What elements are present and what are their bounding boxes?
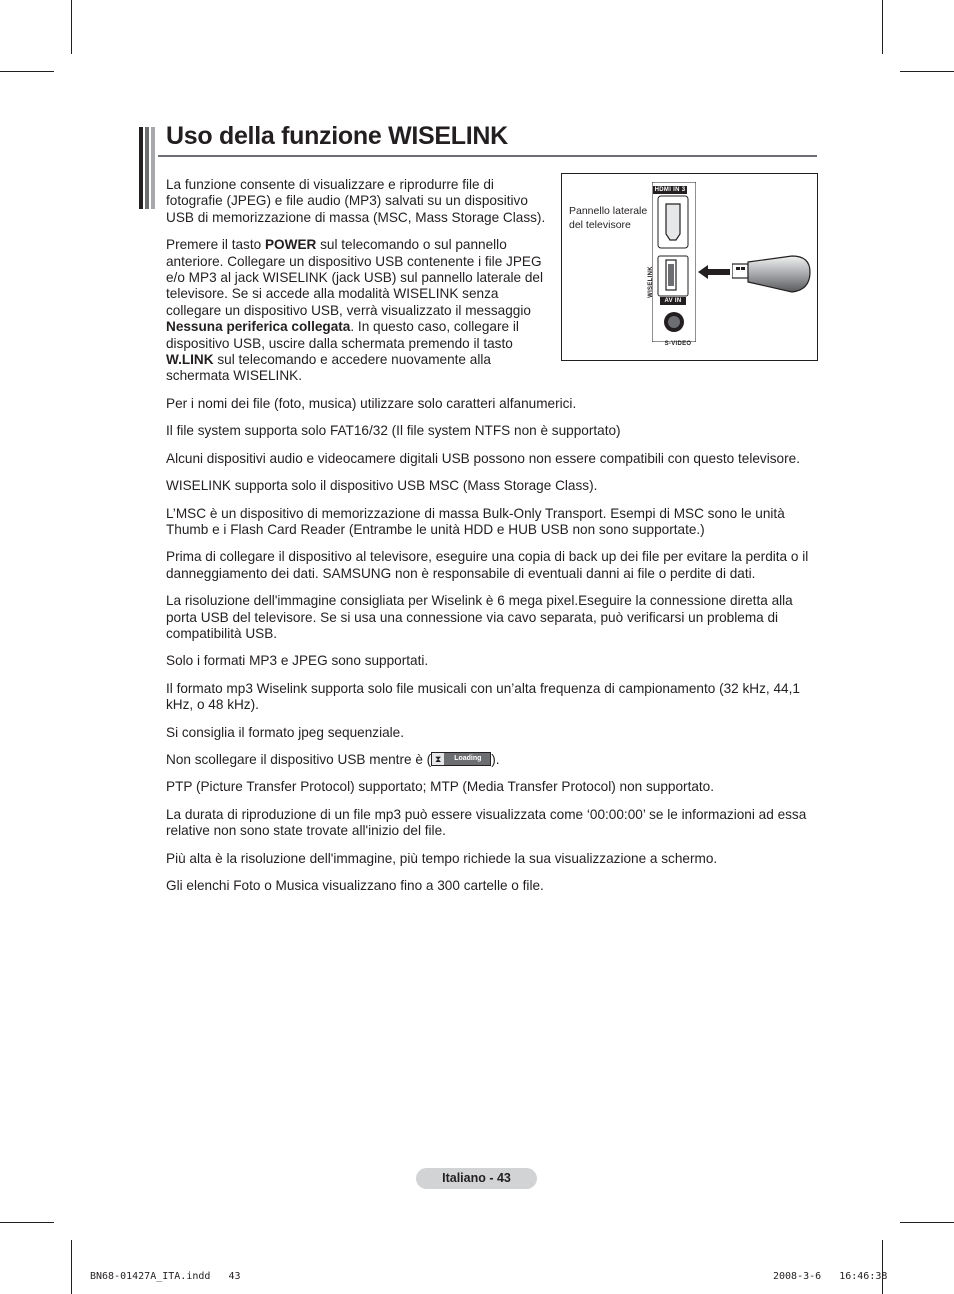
power-key-label: POWER — [264, 237, 317, 253]
wiselink-label: WISELINK — [648, 266, 654, 298]
av-in-label: AV IN — [660, 297, 686, 305]
paragraph: Per i nomi dei file (foto, musica) utilizzare solo caratteri alfanumerici. — [166, 395, 577, 411]
title-accent-bar — [139, 127, 143, 209]
crop-mark — [900, 71, 954, 72]
tv-side-panel-illustration — [652, 182, 696, 342]
paragraph: WISELINK supporta solo il dispositivo USB MSC (Mass Storage Class). — [166, 478, 598, 494]
text-run: sul telecomando o sul pannello anteriore. Collegare un dispositivo USB contenente i file JPEG e/o MP3 al jack WISELINK (jack USB) sul pannello laterale del televisore. Se si accede alla modalità WISELINK senza collegare un dispositivo USB, verrà visualizzato il messaggio — [166, 237, 544, 318]
crop-mark — [71, 1240, 72, 1294]
print-slug-date: 2008-3-6 16:46:38 — [773, 1271, 888, 1282]
crop-mark — [882, 0, 883, 54]
text-run: . In questo caso, collegare il dispositivo USB, uscire dalla schermata premendo il tasto — [166, 319, 519, 351]
paragraph: Alcuni dispositivi audio e videocamere digitali USB possono non essere compatibili con questo televisore. — [166, 450, 800, 466]
title-accent-bar — [145, 127, 149, 209]
paragraph: La funzione consente di visualizzare e riprodurre file di fotografie (JPEG) e file audio (MP3) salvati su un dispositivo USB di memorizzazione di massa (MSC, Mass Storage Class). — [166, 177, 546, 225]
hourglass-icon: ⧗ — [432, 753, 444, 765]
wlink-key-label: W.LINK — [166, 352, 214, 368]
text-run: sul telecomando e accedere nuovamente alla schermata WISELINK. — [166, 352, 491, 384]
loading-text: Loading — [454, 754, 482, 762]
page-title: Uso della funzione WISELINK — [166, 122, 508, 150]
crop-mark — [0, 1222, 54, 1223]
text-run: Premere il tasto — [166, 237, 265, 253]
usb-stick-icon — [732, 252, 812, 296]
paragraph — [166, 752, 818, 768]
paragraph: Gli elenchi Foto o Musica visualizzano fino a 300 cartelle o file. — [166, 878, 544, 893]
paragraph: Il file system supporta solo FAT16/32 (Il file system NTFS non è supportato) — [166, 423, 621, 439]
page-number-badge: Italiano - 43 — [416, 1168, 537, 1189]
title-accent-bar — [151, 127, 155, 209]
crop-mark — [900, 1222, 954, 1223]
crop-mark — [71, 0, 72, 54]
no-device-message: Nessuna periferica collegata — [166, 319, 351, 335]
loading-indicator-icon — [431, 752, 491, 766]
paragraph: La risoluzione dell'immagine consigliata per Wiselink è 6 mega pixel.Eseguire la connessione diretta alla porta USB del televisore. Se si usa una connessione via cavo separata, può verificarsi un problema di compatibilità USB. — [166, 593, 793, 641]
paragraph: La durata di riproduzione di un file mp3 può essere visualizzata come ‘00:00:00’ se le informazioni ad essa relative non sono state trovate all'inizio del file. — [166, 806, 807, 839]
content-body — [166, 177, 818, 905]
arrow-left-icon — [696, 262, 732, 282]
s-video-label: S-VIDEO — [664, 341, 692, 347]
crop-mark — [0, 71, 54, 72]
paragraph: Solo i formati MP3 e JPEG sono supportati. — [166, 653, 429, 669]
crop-mark — [882, 1240, 883, 1294]
side-panel-figure — [561, 173, 818, 361]
text-run: ). — [491, 751, 500, 767]
paragraph: PTP (Picture Transfer Protocol) supportato; MTP (Media Transfer Protocol) non supportato. — [166, 779, 715, 795]
paragraph: L’MSC è un dispositivo di memorizzazione di massa Bulk-Only Transport. Esempi di MSC sono le unità Thumb e i Flash Card Reader (Entrambe le unità HDD e HUB USB non sono supportate.) — [166, 505, 785, 537]
figure-caption: Pannello laterale del televisore — [569, 205, 648, 231]
print-slug-file: BN68-01427A_ITA.indd 43 — [90, 1271, 241, 1282]
text-run: Non scollegare il dispositivo USB mentre è ( — [166, 751, 432, 767]
paragraph: Più alta è la risoluzione dell'immagine, più tempo richiede la sua visualizzazione a schermo. — [166, 850, 718, 866]
title-rule — [158, 155, 817, 157]
paragraph: Il formato mp3 Wiselink supporta solo file musicali con un’alta frequenza di campionamento (32 kHz, 44,1 kHz, o 48 kHz). — [166, 680, 800, 713]
paragraph: Prima di collegare il dispositivo al televisore, eseguire una copia di back up dei file per evitare la perdita o il danneggiamento dei dati. SAMSUNG non è responsabile di eventuali danni ai file o perdite di dati. — [166, 549, 809, 581]
hdmi-label: HDMI IN 3 — [654, 187, 686, 193]
paragraph: Si consiglia il formato jpeg sequenziale. — [166, 724, 405, 740]
